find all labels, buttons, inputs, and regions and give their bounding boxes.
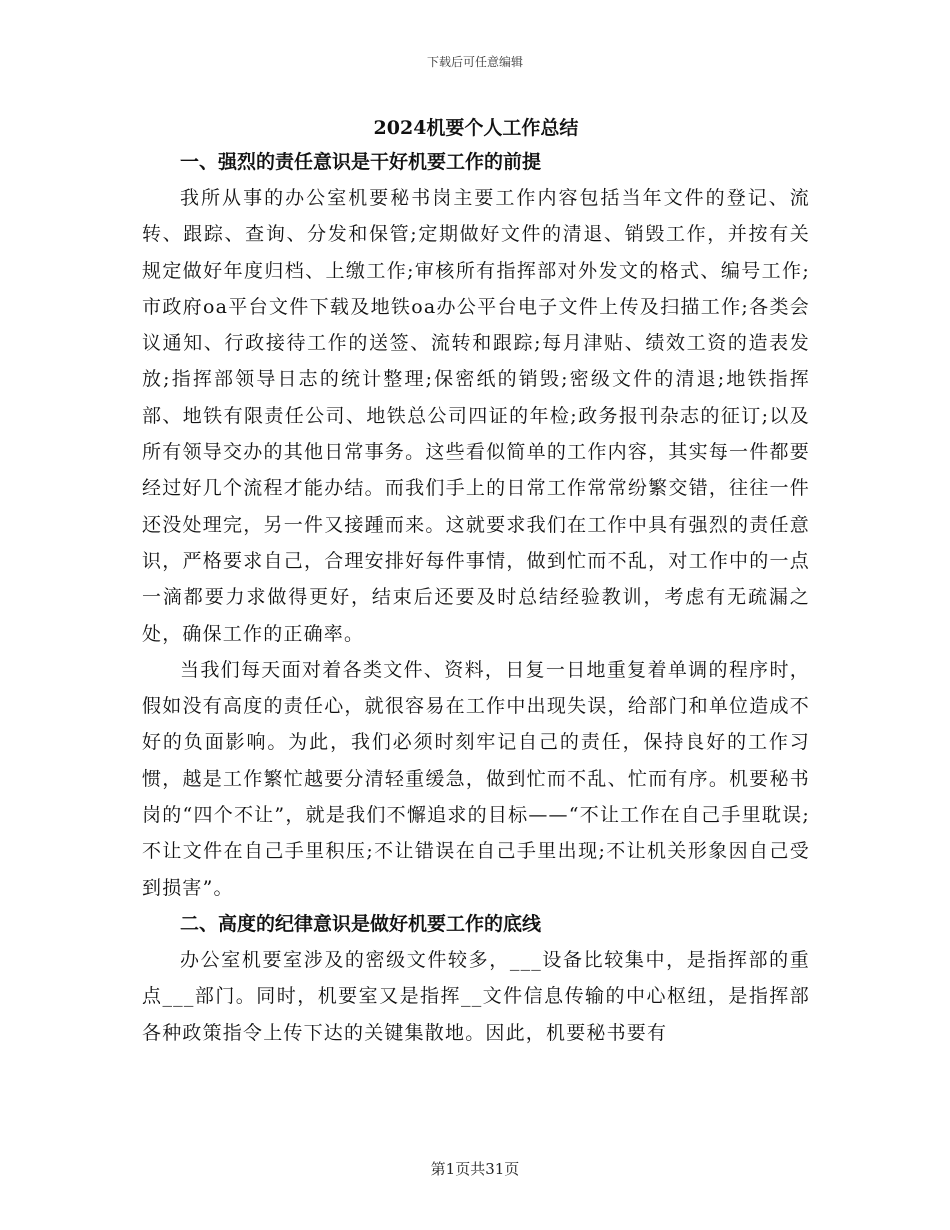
section-1-heading: 一、强烈的责任意识是干好机要工作的前提 (180, 151, 542, 173)
document-title: 2024机要个人工作总结 (373, 117, 579, 139)
document-body (142, 112, 810, 1051)
section-1-paragraph-2: 当我们每天面对着各类文件、资料，日复一日地重复着单调的程序时，假如没有高度的责任心，就很容易在工作中出现失误，给部门和单位造成不好的负面影响。为此，我们必须时刻牢记自己的责任，保持良好的工作习惯，越是工作繁忙越要分清轻重缓急，做到忙而不乱、忙而有序。机要秘书岗的“四个不让”，就是我们不懈追求的目标——“不让工作在自己手里耽误;不让文件在自己手里积压;不让错误在自己手里出现;不让机关形象因自己受到损害”。 (142, 658, 810, 899)
page-header: 下载后可任意编辑 (426, 55, 523, 69)
section-2-heading: 二、高度的纪律意识是做好机要工作的底线 (180, 912, 542, 935)
section-1-paragraph-1: 我所从事的办公室机要秘书岗主要工作内容包括当年文件的登记、流转、跟踪、查询、分发和保管;定期做好文件的清退、销毁工作，并按有关规定做好年度归档、上缴工作;审核所有指挥部对外发文的格式、编号工作;市政府oa平台文件下载及地铁oa办公平台电子文件上传及扫描工作;各类会议通知、行政接待工作的送签、流转和跟踪;每月津贴、绩效工资的造表发放;指挥部领导日志的统计整理;保密纸的销毁;密级文件的清退;地铁指挥部、地铁有限责任公司、地铁总公司四证的年检;政务报刊杂志的征订;以及所有领导交办的其他日常事务。这些看似简单的工作内容，其实每一件都要经过好几个流程才能办结。而我们手上的日常工作常常纷繁交错，往往一件还没处理完，另一件又接踵而来。这就要求我们在工作中具有强烈的责任意识，严格要求自己，合理安排好每件事情，做到忙而不乱，对工作中的一点一滴都要力求做得更好，结束后还要及时总结经验教训，考虑有无疏漏之处，确保工作的正确率。 (142, 187, 810, 645)
page-number: 第1页共31页 (430, 1160, 520, 1178)
section-2-paragraph-1: 办公室机要室涉及的密级文件较多，___设备比较集中，是指挥部的重点___部门。同时，机要室又是指挥__文件信息传输的中心枢纽，是指挥部各种政策指令上传下达的关键集散地。因此，机要秘书要有 (142, 948, 810, 1044)
